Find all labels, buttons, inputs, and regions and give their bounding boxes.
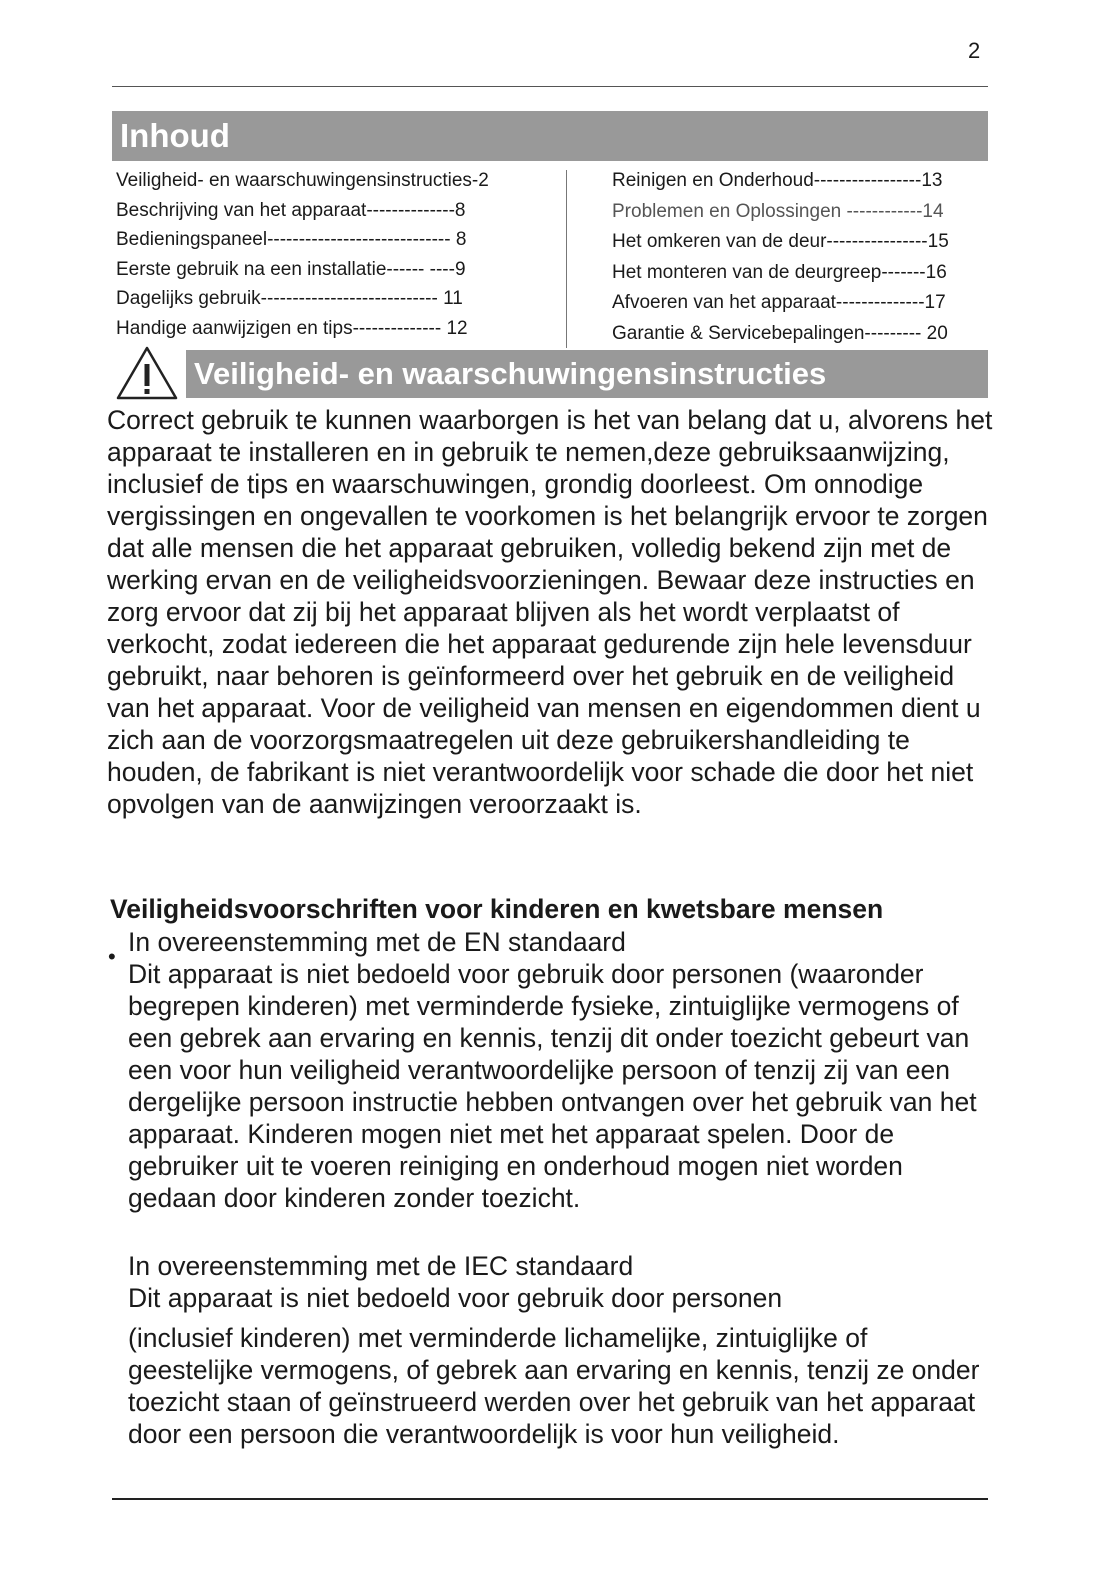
subheading: Veiligheidsvoorschriften voor kinderen en kwetsbare mensen [110, 894, 884, 924]
toc-header: Inhoud [112, 111, 988, 161]
bullet-icon: • [108, 944, 116, 969]
toc-item[interactable]: Veiligheid- en waarschuwingensinstructies-2 [116, 170, 489, 191]
toc-item[interactable]: Beschrijving van het apparaat--------------8 [116, 199, 466, 221]
toc-item[interactable]: Bedieningspaneel----------------------------- 8 [116, 229, 467, 250]
toc-item[interactable]: Het omkeren van de deur----------------15 [612, 231, 949, 252]
toc-item[interactable]: Handige aanwijzigen en tips-------------- 12 [116, 317, 468, 339]
paragraph-iec-standard: In overeenstemming met de IEC standaard Dit apparaat is niet bedoeld voor gebruik door personen [128, 1251, 783, 1313]
toc-item[interactable]: Dagelijks gebruik---------------------------- 11 [116, 288, 463, 309]
page-number: 2 [968, 38, 981, 63]
paragraph-iec-continued: (inclusief kinderen) met verminderde lichamelijke, zintuiglijke of geestelijke vermogens, of gebrek aan ervaring en kennis, tenzij ze onder toezicht staan of geïnstrueerd werden over het gebruik van het apparaat door een persoon die verantwoordelijk is voor hun veiligheid. [128, 1323, 980, 1449]
top-rule [112, 86, 988, 87]
toc-item[interactable]: Het monteren van de deurgreep-------16 [612, 261, 947, 283]
toc-right-column [612, 166, 992, 349]
toc-divider [566, 170, 567, 348]
warning-triangle-icon [115, 345, 179, 401]
intro-paragraph: Correct gebruik te kunnen waarborgen is het van belang dat u, alvorens het apparaat te installeren en in gebruik te nemen,deze gebruiksaanwijzing, inclusief de tips en waarschuwingen, grondig doorleest. Om onnodige vergissingen en ongevallen te voorkomen is het belangrijk ervoor te zorgen dat alle mensen die het apparaat gebruiken, volledig bekend zijn met de werking ervan en de veiligheidsvoorzieningen. Bewaar deze instructies en zorg ervoor dat zij bij het apparaat blijven als het wordt verplaatst of verkocht, zodat iedereen die het apparaat gedurende zijn hele levensduur gebruikt, naar behoren is geïnformeerd over het gebruik en de veiligheid van het apparaat. Voor de veiligheid van mensen en eigendommen dient u zich aan de voorzorgsmaatregelen uit deze gebruikershandleiding te houden, de fabrikant is niet verantwoordelijk voor schade die door het niet opvolgen van de aanwijzingen veroorzaakt is. [107, 405, 993, 819]
toc-item[interactable]: Afvoeren van het apparaat--------------17 [612, 292, 946, 313]
section-title: Veiligheid- en waarschuwingensinstructies [186, 350, 988, 398]
paragraph-en-standard: In overeenstemming met de EN standaard Dit apparaat is niet bedoeld voor gebruik door personen (waaronder begrepen kinderen) met verminderde fysieke, zintuiglijke vermogens of een gebrek aan ervaring en kennis, tenzij dit onder toezicht gebeurt van een voor hun veiligheid verantwoordelijke persoon of tenzij zij van een dergelijke persoon instructie hebben ontvangen over het gebruik van het apparaat. Kinderen mogen niet met het apparaat spelen. Door de gebruiker uit te voeren reiniging en onderhoud mogen niet worden gedaan door kinderen zonder toezicht. [128, 927, 977, 1213]
toc-item[interactable]: Garantie & Servicebepalingen--------- 20 [612, 322, 948, 344]
toc-item[interactable]: Problemen en Oplossingen ------------14 [612, 200, 944, 222]
bottom-rule [112, 1498, 988, 1500]
toc-item[interactable]: Reinigen en Onderhoud-----------------13 [612, 170, 943, 191]
toc-item[interactable]: Eerste gebruik na een installatie------ ----9 [116, 258, 466, 280]
toc-left-column [116, 166, 516, 343]
